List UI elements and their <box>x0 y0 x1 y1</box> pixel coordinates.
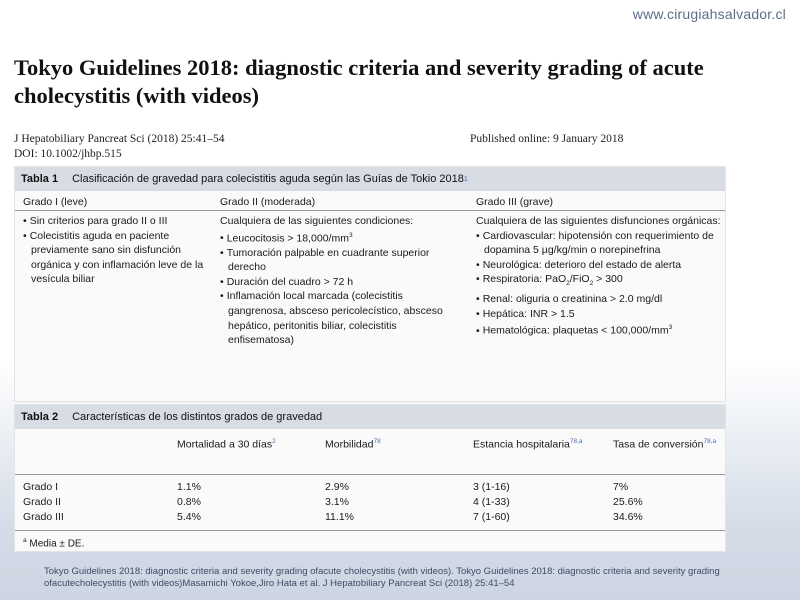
row-conversion: 7% <box>613 480 629 493</box>
table1-body <box>15 211 725 348</box>
grade3-bullet: • Hepática: INR > 1.5 <box>476 307 721 322</box>
row-grade: Grado I <box>23 480 59 493</box>
grade3-bullet: • Hematológica: plaquetas < $100,000/mm^3$ <box>476 321 721 338</box>
header-mortality: Mortalidad a 30 días$^2$ <box>177 438 276 451</box>
grade2-cell <box>212 214 468 348</box>
grade3-cell <box>468 214 725 348</box>
grade3-intro: Cualquiera de las siguientes disfunciones orgánicas: <box>476 215 721 227</box>
grade1-bullet: • Sin criterios para grado II o III <box>23 214 208 229</box>
grade2-bullet: • Tumoración palpable en cuadrante superior derecho <box>220 246 464 275</box>
row-stay: 4 (1-33) <box>473 495 510 508</box>
row-mortality: 0.8% <box>177 495 201 508</box>
grade3-bullet: • Renal: oliguria o creatinina > 2.0 mg/dl <box>476 292 721 307</box>
site-watermark: www.cirugiahsalvador.cl <box>632 6 786 22</box>
grade2-bullet: • Inflamación local marcada (colecistitis gangrenosa, absceso pericolecístico, absceso hepático, peritonitis biliar, colecistitis enfisematosa) <box>220 289 464 347</box>
table-row <box>15 479 725 494</box>
row-conversion: 34.6% <box>613 510 643 523</box>
row-morbidity: 11.1% <box>325 510 354 523</box>
row-mortality: 1.1% <box>177 480 201 493</box>
row-morbidity: 3.1% <box>325 495 349 508</box>
table2-header <box>15 405 725 429</box>
row-grade: Grado III <box>23 510 64 523</box>
row-conversion: 25.6% <box>613 495 643 508</box>
grade2-bullet: • Leucocitosis > $18,000/mm^3$ <box>220 229 464 246</box>
column-grade3: Grado III (grave) <box>476 195 554 208</box>
paper-title: Tokyo Guidelines 2018: diagnostic criteria and severity grading of acute cholecystitis (with videos) <box>14 55 704 108</box>
table2-label: Tabla 2 <box>21 411 59 423</box>
doi-line: DOI: 10.1002/jhbp.515 <box>14 148 122 160</box>
row-grade: Grado II <box>23 495 61 508</box>
grade2-bullet: • Duración del cuadro > 72 h <box>220 275 464 290</box>
table1-header <box>15 167 725 191</box>
column-grade2: Grado II (moderada) <box>220 195 316 208</box>
grade3-bullet: • Neurológica: deterioro del estado de alerta <box>476 258 721 273</box>
row-stay: 3 (1-16) <box>473 480 510 493</box>
table2-body <box>15 475 725 531</box>
table1-panel <box>14 166 726 402</box>
grade3-bullet: • Cardiovascular: hipotensión con requerimiento de dopamina 5 µg/kg/min o norepinefrina <box>476 229 721 258</box>
journal-citation: J Hepatobiliary Pancreat Sci (2018) 25:41–54 <box>14 133 225 145</box>
header-morbidity: Morbilidad$^{78}$ <box>325 438 381 451</box>
table1-caption: Clasificación de gravedad para colecistitis aguda según las Guías de Tokio 2018 <box>72 173 464 185</box>
table2-panel <box>14 404 726 552</box>
grade1-bullet: • Colecistitis aguda en paciente previamente sano sin disfunción orgánica y con inflamación leve de la vesícula biliar <box>23 229 208 287</box>
published-date: Published online: 9 January 2018 <box>470 133 624 145</box>
header-grade-empty <box>15 435 173 474</box>
table2-caption: Características de los distintos grados de gravedad <box>72 411 323 423</box>
table1-caption-ref: 1 <box>463 175 468 183</box>
grade2-intro: Cualquiera de las siguientes condiciones: <box>220 215 414 227</box>
table-row <box>15 509 725 524</box>
row-stay: 7 (1-60) <box>473 510 510 523</box>
grade1-cell <box>15 214 212 348</box>
source-citation: Tokyo Guidelines 2018: diagnostic criteria and severity grading ofacute cholecystitis (with videos). Tokyo Guidelines 2018: diagnostic criteria and severity grading ofacutecholecystitis (with videos)Masamichi Yokoe,Jiro Hata et al. J Hepatobiliary Pancreat Sci (2018) 25:41–54 <box>44 566 720 589</box>
column-grade1: Grado I (leve) <box>23 195 88 208</box>
table2-column-headers <box>15 429 725 475</box>
row-mortality: 5.4% <box>177 510 201 523</box>
header-conversion-rate: Tasa de conversión$^{78,a}$ <box>613 438 717 451</box>
row-morbidity: 2.9% <box>325 480 349 493</box>
table2-footnote: $^a$ Media ± DE. <box>23 537 85 550</box>
header-hospital-stay: Estancia hospitalaria$^{78,a}$ <box>473 438 583 451</box>
table1-label: Tabla 1 <box>21 173 59 185</box>
table1-column-headers <box>15 191 725 211</box>
grade3-bullet: • Respiratoria: PaO$_2$/FiO$_2$ > 300 <box>476 272 721 292</box>
table-row <box>15 494 725 509</box>
